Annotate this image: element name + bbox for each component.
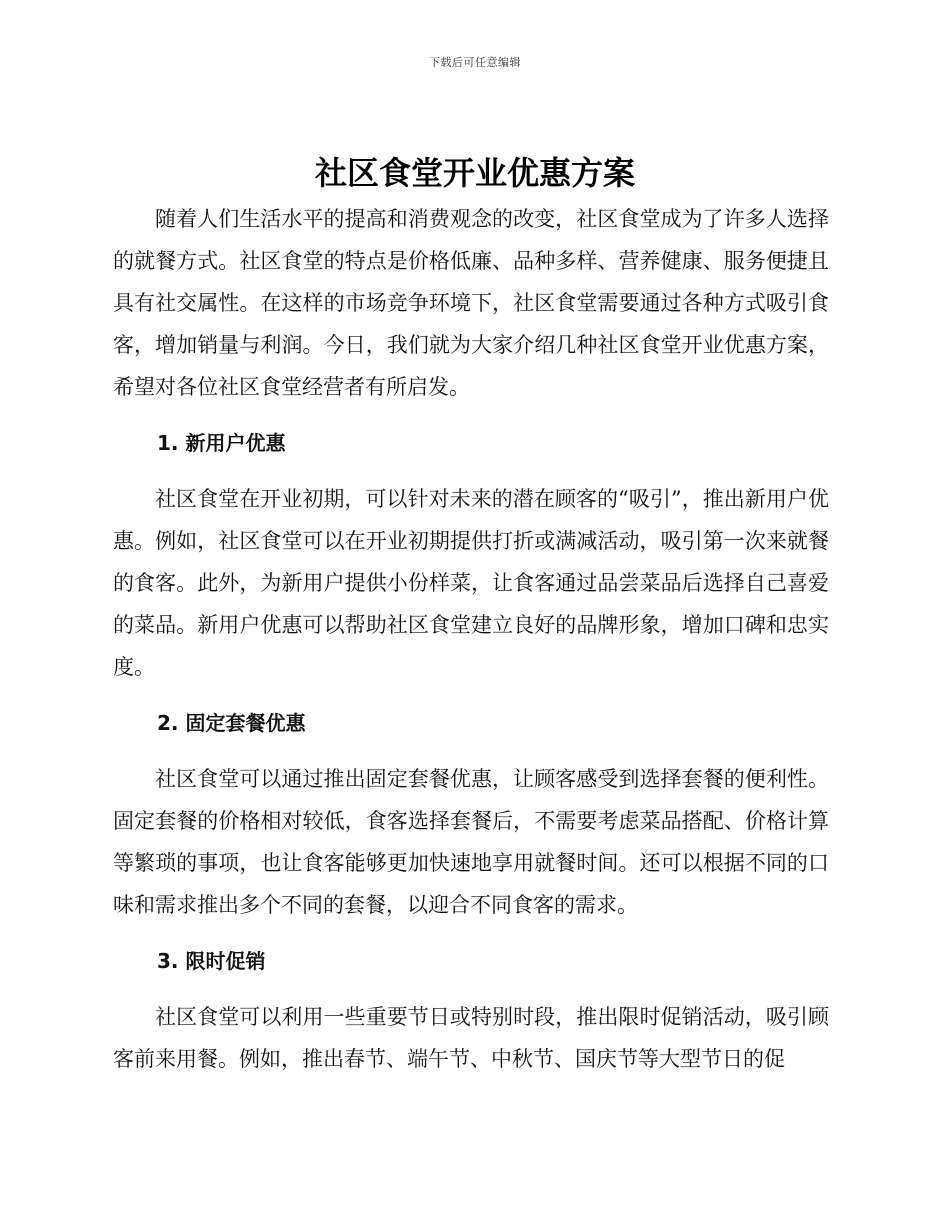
section-heading-set-meal: 2. 固定套餐优惠 — [157, 711, 306, 735]
intro-paragraph: 随着人们生活水平的提高和消费观念的改变，社区食堂成为了许多人选择的就餐方式。社区食堂的特点是价格低廉、品种多样、营养健康、服务便捷且具有社交属性。在这样的市场竞争环境下，社区食堂需要通过各种方式吸引食客，增加销量与利润。今日，我们就为大家介绍几种社区食堂开业优惠方案，希望对各位社区食堂经营者有所启发。 — [113, 207, 829, 399]
document-title: 社区食堂开业优惠方案 — [314, 154, 635, 192]
section-paragraph-set-meal: 社区食堂可以通过推出固定套餐优惠，让顾客感受到选择套餐的便利性。固定套餐的价格相对较低，食客选择套餐后，不需要考虑菜品搭配、价格计算等繁琐的事项，也让食客能够更加快速地享用就餐时间。还可以根据不同的口味和需求推出多个不同的套餐，以迎合不同食客的需求。 — [113, 767, 829, 917]
section-paragraph-new-user: 社区食堂在开业初期，可以针对未来的潜在顾客的“吸引”，推出新用户优惠。例如，社区食堂可以在开业初期提供打折或满减活动，吸引第一次来就餐的食客。此外，为新用户提供小份样菜，让食客通过品尝菜品后选择自己喜爱的菜品。新用户优惠可以帮助社区食堂建立良好的品牌形象，增加口碑和忠实度。 — [113, 487, 829, 679]
header-note: 下载后可任意编辑 — [429, 56, 521, 69]
section-heading-limited-promo: 3. 限时促销 — [157, 949, 266, 973]
document-body — [113, 198, 829, 1080]
section-paragraph-limited-promo: 社区食堂可以利用一些重要节日或特别时段，推出限时促销活动，吸引顾客前来用餐。例如，推出春节、端午节、中秋节、国庆节等大型节日的促 — [113, 1005, 829, 1071]
section-heading-new-user: 1. 新用户优惠 — [157, 431, 286, 455]
